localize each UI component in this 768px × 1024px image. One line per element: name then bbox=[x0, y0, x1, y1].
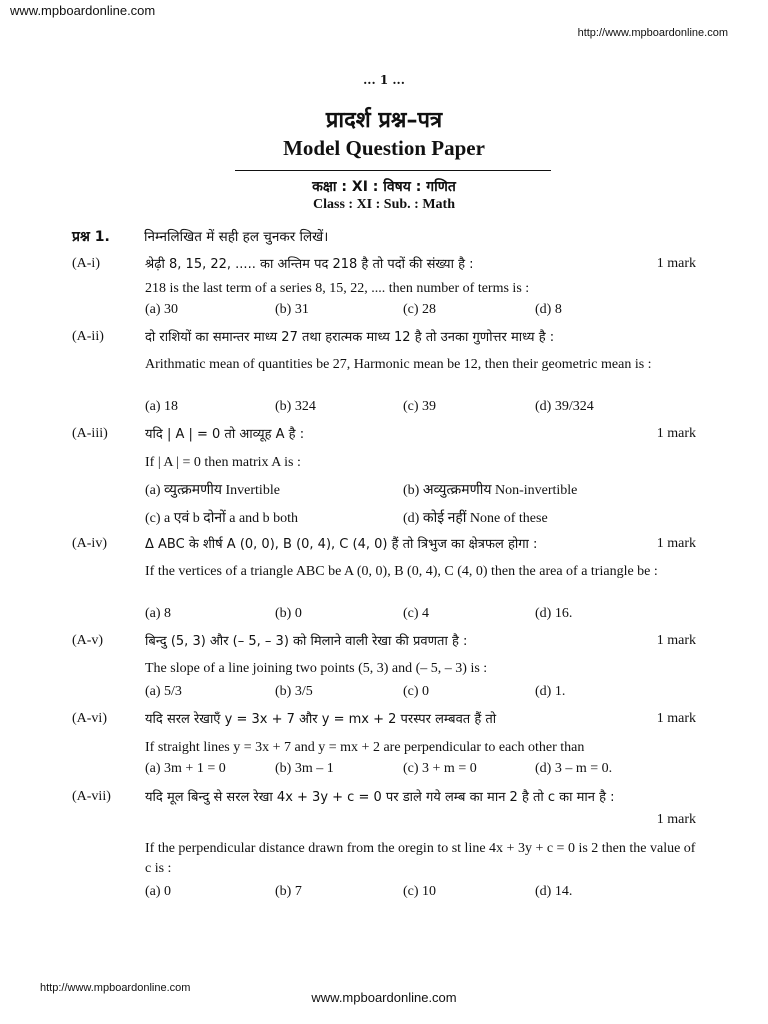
option-c: (c) 0 bbox=[403, 684, 430, 699]
option-d: (d) 14. bbox=[535, 884, 573, 899]
mark-badge: 1 mark bbox=[656, 812, 696, 827]
option-a: (a) 30 bbox=[145, 302, 179, 317]
option-b: (b) 3m – 1 bbox=[275, 761, 334, 776]
option-b: (b) 324 bbox=[275, 399, 316, 414]
option-a: (a) 3m + 1 = 0 bbox=[145, 761, 226, 776]
watermark-url-bottom-left: http://www.mpboardonline.com bbox=[40, 982, 191, 994]
item-text-hindi: श्रेढ़ी 8, 15, 22, ..... का अन्तिम पद 218 है तो पदों की संख्या है : bbox=[145, 257, 474, 272]
option-d: (d) 8 bbox=[535, 302, 562, 317]
item-label: (A-v) bbox=[72, 633, 104, 648]
item-text-hindi: यदि सरल रेखाएँ y = 3x + 7 और y = mx + 2 परस्पर लम्बवत हैं तो bbox=[145, 712, 497, 727]
option-d: (d) 16. bbox=[535, 606, 573, 621]
option-d: (d) 3 – m = 0. bbox=[535, 761, 613, 776]
item-text-english: If the vertices of a triangle ABC be A (0, 0), B (0, 4), C (4, 0) then the area of a triangle be : bbox=[145, 564, 658, 579]
item-text-english: If the perpendicular distance drawn from the oregin to st line 4x + 3y + c = 0 is 2 then the value of c is : bbox=[145, 841, 696, 876]
mark-badge: 1 mark bbox=[656, 633, 696, 648]
option-a: (a) 18 bbox=[145, 399, 179, 414]
item-text-hindi: Δ ABC के शीर्ष A (0, 0), B (0, 4), C (4, 0) हैं तो त्रिभुज का क्षेत्रफल होगा : bbox=[145, 537, 538, 552]
item-text-hindi: यदि मूल बिन्दु से सरल रेखा 4x + 3y + c = 0 पर डाले गये लम्ब का मान 2 है तो c का मान है : bbox=[145, 790, 615, 805]
option-a: (a) व्युत्क्रमणीय Invertible bbox=[145, 483, 280, 498]
option-c: (c) 4 bbox=[403, 606, 430, 621]
question-1-heading bbox=[72, 227, 329, 246]
option-b: (b) 0 bbox=[275, 606, 302, 621]
item-text-hindi: बिन्दु (5, 3) और (– 5, – 3) को मिलाने वाली रेखा की प्रवणता है : bbox=[145, 634, 468, 649]
question-instruction: निम्नलिखित में सही हल चुनकर लिखें। bbox=[144, 229, 329, 245]
option-b: (b) अव्युत्क्रमणीय Non-invertible bbox=[403, 483, 578, 498]
question-label: प्रश्न 1. bbox=[72, 229, 110, 245]
mark-badge: 1 mark bbox=[656, 256, 696, 271]
item-label: (A-vii) bbox=[72, 789, 111, 804]
item-text-english: The slope of a line joining two points (5, 3) and (– 5, – 3) is : bbox=[145, 661, 488, 676]
option-c: (c) 28 bbox=[403, 302, 437, 317]
watermark-url-top-left: www.mpboardonline.com bbox=[10, 3, 156, 18]
item-text-hindi: यदि | A | = 0 तो आव्यूह A है : bbox=[145, 427, 305, 442]
mark-badge: 1 mark bbox=[656, 536, 696, 551]
item-text-english: If | A | = 0 then matrix A is : bbox=[145, 455, 301, 470]
option-b: (b) 3/5 bbox=[275, 684, 313, 699]
option-b: (b) 31 bbox=[275, 302, 309, 317]
mark-badge: 1 mark bbox=[656, 711, 696, 726]
mark-badge: 1 mark bbox=[656, 426, 696, 441]
option-b: (b) 7 bbox=[275, 884, 302, 899]
watermark-url-top-right: http://www.mpboardonline.com bbox=[577, 27, 728, 39]
option-c: (c) 10 bbox=[403, 884, 437, 899]
page-title-hindi: प्रादर्श प्रश्न–पत्र bbox=[325, 108, 443, 133]
watermark-url-bottom-center: www.mpboardonline.com bbox=[311, 990, 457, 1005]
page-number: ... 1 ... bbox=[363, 73, 405, 87]
title-underline bbox=[235, 170, 551, 171]
item-label: (A-i) bbox=[72, 256, 100, 271]
option-c: (c) a एवं b दोनों a and b both bbox=[145, 511, 299, 526]
option-a: (a) 8 bbox=[145, 606, 172, 621]
item-label: (A-ii) bbox=[72, 329, 104, 344]
option-d: (d) कोई नहीं None of these bbox=[403, 511, 548, 526]
item-text-english: 218 is the last term of a series 8, 15, 22, .... then number of terms is : bbox=[145, 281, 530, 296]
item-label: (A-iv) bbox=[72, 536, 107, 551]
page-title: Model Question Paper bbox=[283, 136, 485, 160]
option-c: (c) 39 bbox=[403, 399, 437, 414]
option-a: (a) 5/3 bbox=[145, 684, 182, 699]
item-text-english: If straight lines y = 3x + 7 and y = mx + 2 are perpendicular to each other than bbox=[145, 740, 585, 755]
item-label: (A-vi) bbox=[72, 711, 107, 726]
option-c: (c) 3 + m = 0 bbox=[403, 761, 477, 776]
class-subject: Class : XI : Sub. : Math bbox=[313, 197, 455, 212]
class-subject-hindi: कक्षा : XI : विषय : गणित bbox=[312, 179, 456, 195]
option-d: (d) 39/324 bbox=[535, 399, 594, 414]
item-label: (A-iii) bbox=[72, 426, 108, 441]
option-a: (a) 0 bbox=[145, 884, 172, 899]
item-text-hindi: दो राशियों का समान्तर माध्य 27 तथा हरात्मक माध्य 12 है तो उनका गुणोत्तर माध्य है : bbox=[145, 330, 555, 345]
option-d: (d) 1. bbox=[535, 684, 566, 699]
item-text-english: Arithmatic mean of quantities be 27, Harmonic mean be 12, then their geometric mean is : bbox=[145, 357, 652, 372]
